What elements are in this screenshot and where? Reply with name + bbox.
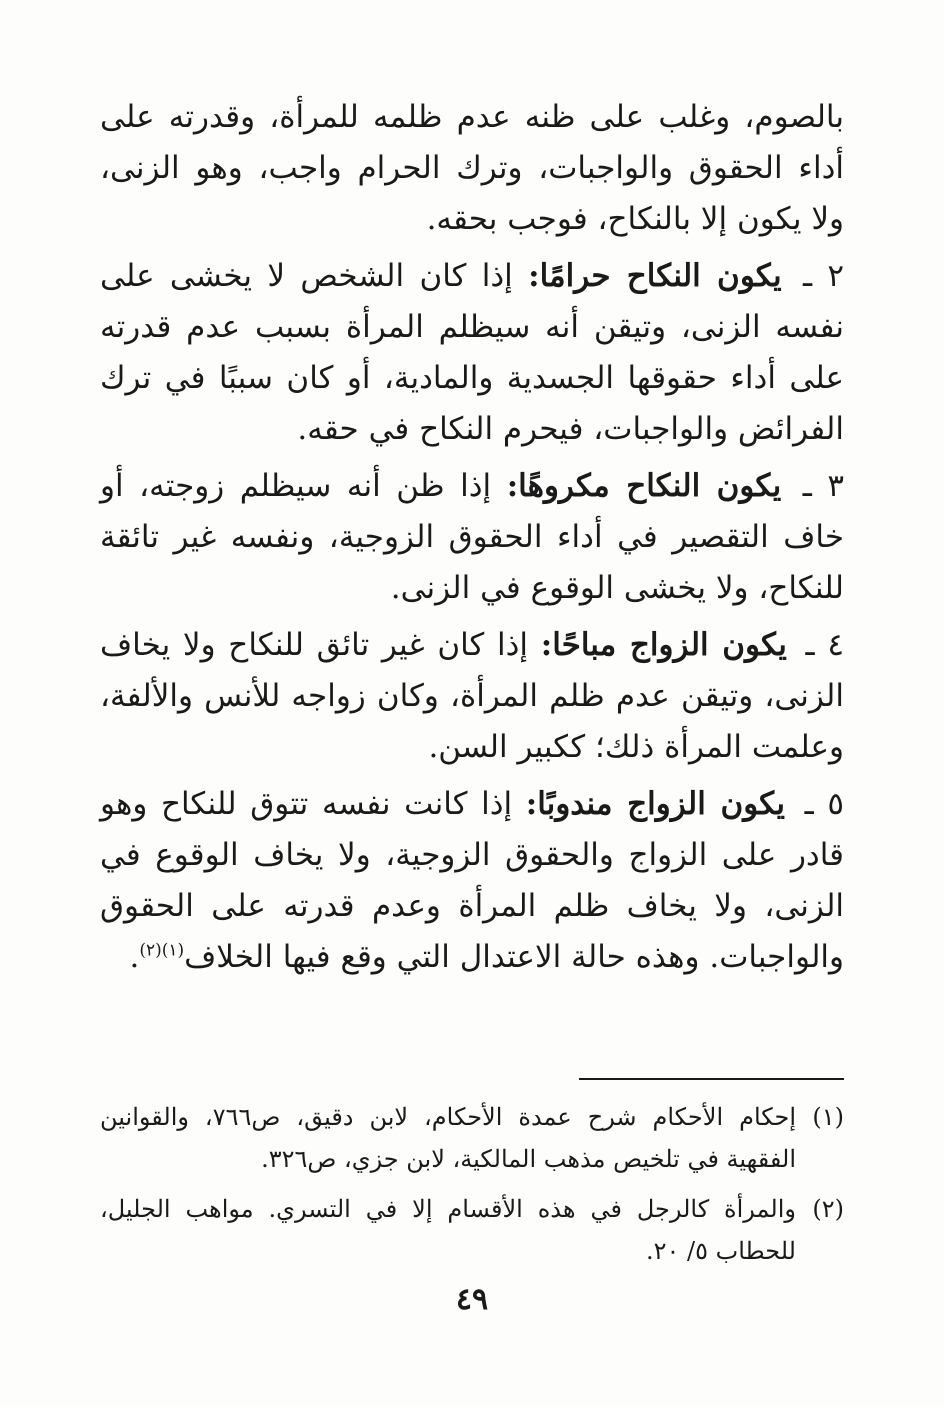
footnote-number: (٢) [812,1195,844,1223]
item-term: يكون الزواج مندوبًا: [525,786,785,822]
item-text: إذا ظن أنه سيظلم زوجته، أو خاف التقصير في أداء الحقوق الزوجية، ونفسه غير تائقة للنكاح، ولا يخشى الوقوع في الزنى. [100,468,844,606]
item-number: ٥ ـ [804,786,845,822]
page-number: ٤٩ [455,1282,489,1317]
item-text: إذا كانت نفسه تتوق للنكاح وهو قادر على الزواج والحقوق الزوجية، ولا يخاف الوقوع في الزنى، ولا يخاف ظلم المرأة وعدم قدرته على الحقوق والواجبات. وهذه حالة الاعتدال التي وقع فيها الخلاف [100,786,844,975]
item-paragraph-4 [100,620,844,773]
item-number: ٣ ـ [802,468,845,504]
footnote-reference[interactable]: (١)(٢) [139,940,185,961]
footnote-text: إحكام الأحكام شرح عمدة الأحكام، لابن دقيق، ص٧٦٦، والقوانين الفقهية في تلخيص مذهب المالكية، لابن جزي، ص٣٢٦. [100,1103,797,1173]
item-text: إذا كان الشخص لا يخشى على نفسه الزنى، وتيقن أنه سيظلم المرأة بسبب عدم قدرته على أداء حقوقها الجسدية والمادية، أو كان سببًا في ترك الفرائض والواجبات، فيحرم النكاح في حقه. [100,258,844,447]
item-term: يكون النكاح حرامًا: [528,258,782,294]
item-paragraph-3 [100,461,844,614]
footnote-2 [100,1188,844,1272]
footnote-text: والمرأة كالرجل في هذه الأقسام إلا في التسري. مواهب الجليل، للحطاب ٥/ ٢٠. [100,1195,796,1265]
item-paragraph-5 [100,779,844,983]
footnote-number: (١) [812,1103,845,1131]
footnotes [100,1096,844,1280]
intro-text: بالصوم، وغلب على ظنه عدم ظلمه للمرأة، وقدرته على أداء الحقوق والواجبات، وترك الحرام واجب، وهو الزنى، ولا يكون إلا بالنكاح، فوجب بحقه. [100,99,844,237]
footnote-1 [100,1096,844,1180]
footnote-separator [579,1078,844,1080]
item-term: يكون النكاح مكروهًا: [506,468,782,504]
item-text: إذا كان غير تائق للنكاح ولا يخاف الزنى، وتيقن عدم ظلم المرأة، وكان زواجه للأنس والألفة، وعلمت المرأة ذلك؛ ككبير السن. [100,627,844,765]
item-paragraph-2 [100,251,844,455]
item-term: يكون الزواج مباحًا: [540,627,787,663]
item-end: . [129,939,140,975]
item-number: ٤ ـ [805,627,845,663]
item-number: ٢ ـ [802,258,845,294]
main-text [100,92,844,989]
intro-paragraph [100,92,844,245]
